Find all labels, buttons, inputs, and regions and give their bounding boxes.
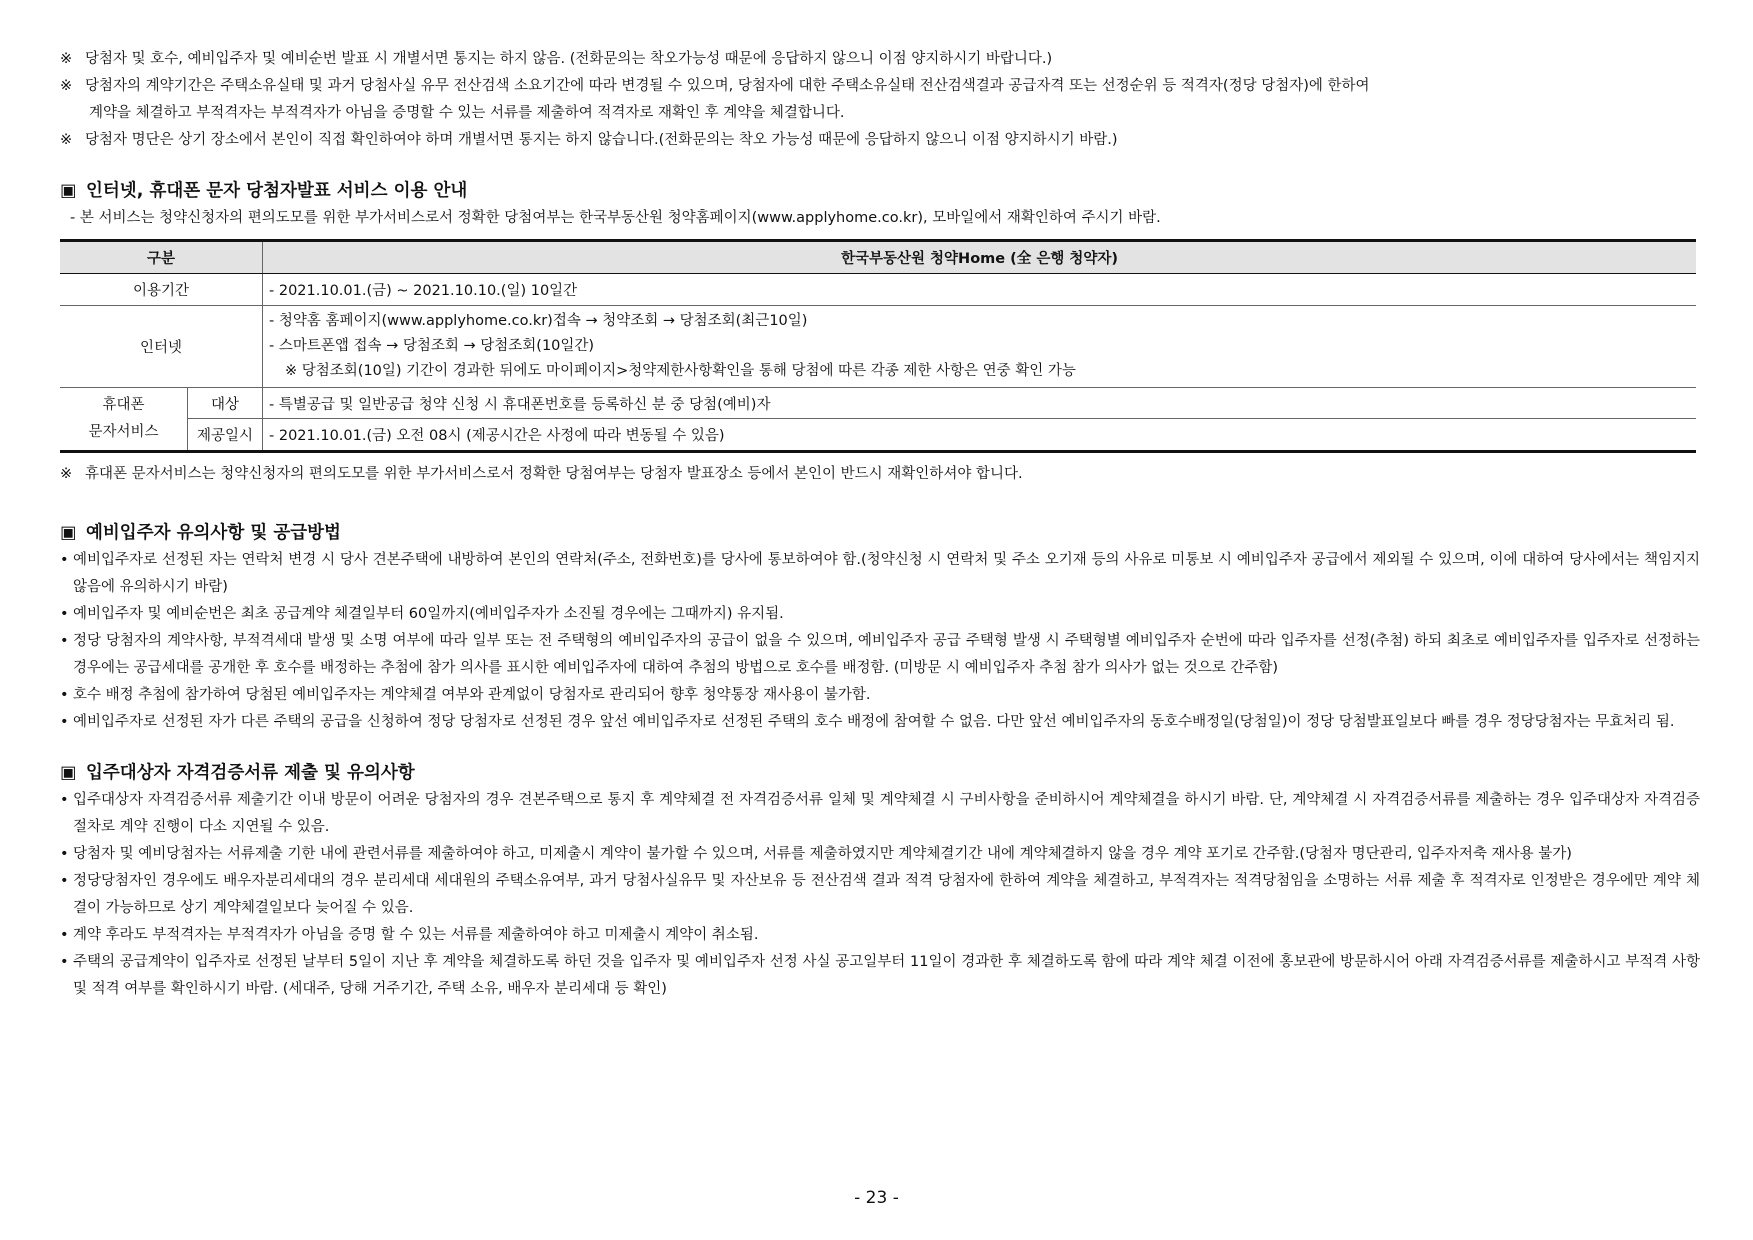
note-mark: ※ [60,51,73,67]
bullet-text: 당첨자 및 예비당첨자는 서류제출 기한 내에 관련서류를 제출하여야 하고, 미제출시 계약이 불가할 수 있으며, 서류를 제출하였지만 계약체결기간 내에 계약체결하지 않을 경우 계약 포기로 간주함.(당첨자 명단관리, 입주자저축 재사용 불가) [73,846,1572,862]
document-page [60,46,1700,1003]
note-line [60,127,1700,154]
note-line [60,73,1700,100]
bullet-item [60,628,1700,682]
note-line [60,46,1700,73]
internet-line: - 청약홈 홈페이지(www.applyhome.co.kr)접속 → 청약조회 → 당첨조회(최근10일) [269,313,808,329]
bullet-text: 예비입주자로 선정된 자는 연락처 변경 시 당사 견본주택에 내방하여 본인의 연락처(주소, 전화번호)를 당사에 통보하여야 함.(청약신청 시 연락처 및 주소 오기재 등의 사유로 미통보 시 예비입주자 공급에서 제외될 수 있으며, 이에 대하여 당사에서는 책임지지 않음에 유의하시기 바람) [73,552,1700,595]
sms-note [60,461,1700,488]
target-label: 대상 [188,388,263,419]
note-mark: ※ [60,132,73,148]
bullet-text: 정당당첨자인 경우에도 배우자분리세대의 경우 분리세대 세대원의 주택소유여부, 과거 당첨사실유무 및 자산보유 등 전산검색 결과 적격 당첨자에 한하여 계약을 체결하고, 부적격자는 적격당첨임을 소명하는 서류 제출 후 적격자로 인정받은 경우에만 계약 체결이 가능하므로 상기 계약체결일보다 늦어질 수 있음. [73,873,1700,916]
period-value: - 2021.10.01.(금) ~ 2021.10.10.(일) 10일간 [263,274,1697,306]
bullet-item [60,868,1700,922]
bullet-item [60,949,1700,1003]
section-title-documents [60,760,1700,787]
mobile-label-line: 문자서비스 [88,424,159,440]
mobile-label-line: 휴대폰 [102,397,145,413]
note-text: 계약을 체결하고 부적격자는 부적격자가 아님을 증명할 수 있는 서류를 제출하여 적격자로 재확인 후 계약을 체결합니다. [89,105,845,121]
section-square-icon: ▣ [60,523,77,543]
section-title-text: 예비입주자 유의사항 및 공급방법 [86,523,341,543]
bullet-text: 정당 당첨자의 계약사항, 부적격세대 발생 및 소명 여부에 따라 일부 또는 전 주택형의 예비입주자의 공급이 없을 수 있으며, 예비입주자 공급 주택형 발생 시 주택형별 예비입주자 순번에 따라 입주자를 선정(추첨) 하되 최초로 예비입주자를 입주자로 선정하는 경우에는 공급세대를 공개한 후 호수를 배정하는 추첨에 참가 의사를 표시한 예비입주자에 대하여 추첨의 방법으로 호수를 배정함. (미방문 시 예비입주자 추첨 참가 의사가 없는 것으로 간주함) [73,633,1700,676]
date-value: - 2021.10.01.(금) 오전 08시 (제공시간은 사정에 따라 변동될 수 있음) [263,419,1697,452]
target-value: - 특별공급 및 일반공급 청약 신청 시 휴대폰번호를 등록하신 분 중 당첨(예비)자 [263,388,1697,419]
section-title-text: 입주대상자 자격검증서류 제출 및 유의사항 [86,763,415,783]
bullet-dot: • [60,792,69,808]
bullet-item [60,841,1700,868]
documents-bullet-list [60,787,1700,1003]
note-mark: ※ [60,78,73,94]
bullet-item [60,787,1700,841]
bullet-text: 예비입주자 및 예비순번은 최초 공급계약 체결일부터 60일까지(예비입주자가 소진될 경우에는 그때까지) 유지됨. [73,606,784,622]
bullet-item [60,709,1700,736]
section-subtext: - 본 서비스는 청약신청자의 편의도모를 위한 부가서비스로서 정확한 당첨여부는 한국부동산원 청약홈페이지(www.applyhome.co.kr), 모바일에서 재확인하여 주시기 바람. [70,210,1161,226]
bullet-dot: • [60,633,69,649]
bullet-text: 입주대상자 자격검증서류 제출기간 이내 방문이 어려운 당첨자의 경우 견본주택으로 통지 후 계약체결 전 자격검증서류 일체 및 계약체결 시 구비사항을 준비하시어 계약체결을 하시기 바람. 단, 계약체결 시 자격검증서류를 제출하는 경우 입주대상자 자격검증절차로 계약 진행이 다소 지연될 수 있음. [73,792,1700,835]
announcement-table [60,239,1696,453]
bullet-item [60,547,1700,601]
period-label: 이용기간 [60,274,263,306]
internet-label: 인터넷 [60,306,263,388]
bullet-dot: • [60,873,69,889]
section-square-icon: ▣ [60,763,77,783]
top-notes [60,46,1700,154]
bullet-text: 호수 배정 추첨에 참가하여 당첨된 예비입주자는 계약체결 여부와 관계없이 당첨자로 관리되어 향후 청약통장 재사용이 불가함. [73,687,871,703]
reserve-bullet-list [60,547,1700,736]
bullet-dot: • [60,606,69,622]
bullet-text: 예비입주자로 선정된 자가 다른 주택의 공급을 신청하여 정당 당첨자로 선정된 경우 앞선 예비입주자로 선정된 주택의 호수 배정에 참여할 수 없음. 다만 앞선 예비입주자의 동호수배정일(당첨일)이 정당 당첨발표일보다 빠를 경우 정당당첨자는 무효처리 됨. [73,714,1675,730]
bullet-dot: • [60,927,69,943]
table-header-category: 구분 [60,241,263,274]
note-line [60,100,1700,127]
section-title-text: 인터넷, 휴대폰 문자 당첨자발표 서비스 이용 안내 [86,181,468,201]
note-text: 당첨자 및 호수, 예비입주자 및 예비순번 발표 시 개별서면 통지는 하지 않음. (전화문의는 착오가능성 때문에 응답하지 않으니 이점 양지하시기 바랍니다.) [85,51,1053,67]
bullet-text: 주택의 공급계약이 입주자로 선정된 날부터 5일이 지난 후 계약을 체결하도록 하던 것을 입주자 및 예비입주자 선정 사실 공고일부터 11일이 경과한 후 체결하도록 함에 따라 계약 체결 이전에 홍보관에 방문하시어 아래 자격검증서류를 제출하시고 부적격 사항 및 적격 여부를 확인하시기 바람. (세대주, 당해 거주기간, 주택 소유, 배우자 분리세대 등 확인) [73,954,1700,997]
bullet-dot: • [60,714,69,730]
bullet-dot: • [60,687,69,703]
date-label: 제공일시 [188,419,263,452]
bullet-text: 계약 후라도 부적격자는 부적격자가 아님을 증명 할 수 있는 서류를 제출하여야 하고 미제출시 계약이 취소됨. [73,927,759,943]
bullet-dot: • [60,954,69,970]
note-text: 당첨자 명단은 상기 장소에서 본인이 직접 확인하여야 하며 개별서면 통지는 하지 않습니다.(전화문의는 착오 가능성 때문에 응답하지 않으니 이점 양지하시기 바람.) [85,132,1118,148]
table-header-provider: 한국부동산원 청약Home (全 은행 청약자) [263,241,1697,274]
page-number: - 23 - [854,1188,899,1208]
section-title-reserve [60,520,1700,547]
internet-note: ※ 당첨조회(10일) 기간이 경과한 뒤에도 마이페이지>청약제한사항확인을 통해 당첨에 따른 각종 제한 사항은 연중 확인 가능 [285,363,1076,379]
note-text: 당첨자의 계약기간은 주택소유실태 및 과거 당첨사실 유무 전산검색 소요기간에 따라 변경될 수 있으며, 당첨자에 대한 주택소유실태 전산검색결과 공급자격 또는 선정순위 등 적격자(정당 당첨자)에 한하여 [85,78,1370,94]
section-square-icon: ▣ [60,181,77,201]
bullet-item [60,601,1700,628]
bullet-dot: • [60,552,69,568]
note-text: 휴대폰 문자서비스는 청약신청자의 편의도모를 위한 부가서비스로서 정확한 당첨여부는 당첨자 발표장소 등에서 본인이 반드시 재확인하셔야 합니다. [85,466,1023,482]
note-mark: ※ [60,466,73,482]
internet-line: - 스마트폰앱 접속 → 당첨조회 → 당첨조회(10일간) [269,338,595,354]
bullet-item [60,922,1700,949]
section-title-announcement [60,178,1700,205]
mobile-label [60,388,188,452]
bullet-item [60,682,1700,709]
bullet-dot: • [60,846,69,862]
internet-value [263,306,1697,388]
